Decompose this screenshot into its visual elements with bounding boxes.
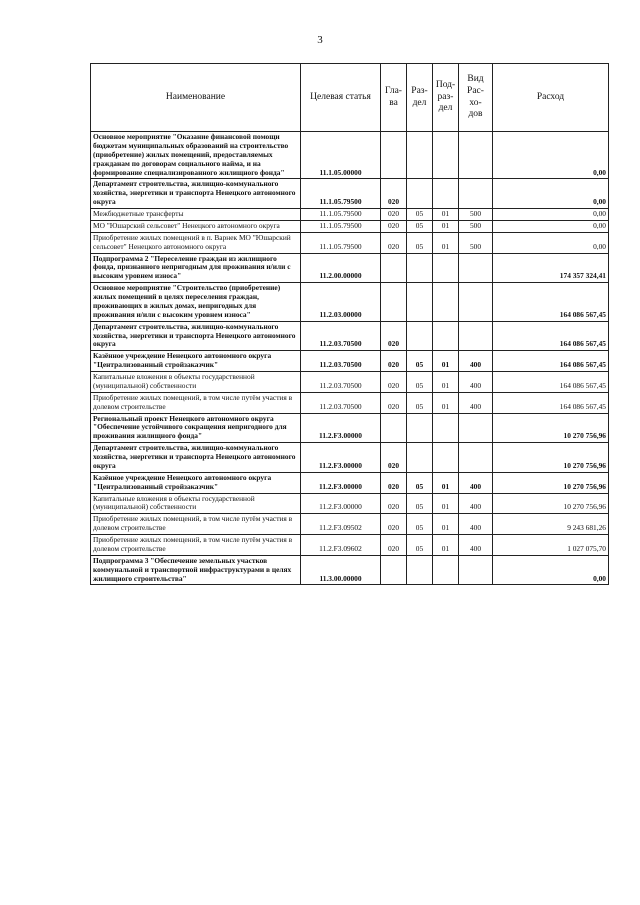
header-section: Раз- дел (407, 64, 433, 132)
table-row (91, 132, 609, 179)
cell-chapter: 020 (381, 321, 407, 351)
table-row (91, 535, 609, 556)
cell-target: 11.2.03.70500 (301, 372, 381, 393)
header-amount: Расход (493, 64, 609, 132)
cell-chapter: 020 (381, 535, 407, 556)
table-row (91, 232, 609, 253)
cell-amount: 1 027 075,70 (493, 535, 609, 556)
table-row (91, 413, 609, 443)
cell-amount: 9 243 681,26 (493, 514, 609, 535)
cell-target: 11.2.F3.00000 (301, 493, 381, 514)
cell-section (407, 253, 433, 283)
table-row (91, 220, 609, 232)
cell-expense-type: 500 (459, 220, 493, 232)
table-row (91, 514, 609, 535)
cell-target: 11.2.F3.00000 (301, 413, 381, 443)
header-target: Целевая статья (301, 64, 381, 132)
cell-name: Приобретение жилых помещений, в том числе путём участия в долевом строительстве (91, 392, 301, 413)
cell-expense-type (459, 443, 493, 473)
cell-name: Приобретение жилых помещений в п. Варнек МО "Юшарский сельсовет" Ненецкого автономного округа (91, 232, 301, 253)
cell-amount: 10 270 756,96 (493, 443, 609, 473)
cell-name: Департамент строительства, жилищно-коммунального хозяйства, энергетики и транспорта Ненецкого автономного округа (91, 443, 301, 473)
cell-target: 11.1.05.79500 (301, 209, 381, 221)
cell-amount: 164 086 567,45 (493, 321, 609, 351)
cell-name: Региональный проект Ненецкого автономного округа "Обеспечение устойчивого сокращения непригодного для проживания жилищного фонда" (91, 413, 301, 443)
cell-expense-type (459, 179, 493, 209)
header-subsection: Под- раз- дел (433, 64, 459, 132)
cell-amount: 10 270 756,96 (493, 472, 609, 493)
cell-expense-type (459, 283, 493, 322)
cell-name: Приобретение жилых помещений, в том числе путём участия в долевом строительстве (91, 535, 301, 556)
cell-subsection (433, 443, 459, 473)
cell-target: 11.2.F3.00000 (301, 443, 381, 473)
cell-expense-type (459, 132, 493, 179)
cell-section: 05 (407, 493, 433, 514)
cell-amount: 0,00 (493, 132, 609, 179)
cell-expense-type (459, 253, 493, 283)
cell-chapter (381, 132, 407, 179)
cell-subsection (433, 132, 459, 179)
cell-expense-type: 400 (459, 514, 493, 535)
cell-name: Капитальные вложения в объекты государственной (муниципальной) собственности (91, 372, 301, 393)
cell-amount: 10 270 756,96 (493, 493, 609, 514)
cell-section: 05 (407, 351, 433, 372)
cell-subsection: 01 (433, 372, 459, 393)
cell-expense-type (459, 321, 493, 351)
budget-table (90, 63, 609, 585)
cell-target: 11.2.F3.09602 (301, 535, 381, 556)
cell-target: 11.2.03.70500 (301, 321, 381, 351)
table-row (91, 392, 609, 413)
cell-target: 11.1.05.79500 (301, 179, 381, 209)
cell-chapter: 020 (381, 179, 407, 209)
table-row (91, 253, 609, 283)
cell-section (407, 555, 433, 585)
table-row (91, 351, 609, 372)
cell-subsection: 01 (433, 535, 459, 556)
header-chapter: Гла- ва (381, 64, 407, 132)
cell-chapter (381, 283, 407, 322)
table-row (91, 372, 609, 393)
cell-section: 05 (407, 392, 433, 413)
page-number: 3 (317, 34, 323, 46)
cell-subsection (433, 555, 459, 585)
cell-subsection: 01 (433, 493, 459, 514)
cell-chapter: 020 (381, 472, 407, 493)
cell-subsection (433, 179, 459, 209)
cell-amount: 164 086 567,45 (493, 392, 609, 413)
cell-section: 05 (407, 535, 433, 556)
cell-expense-type: 400 (459, 535, 493, 556)
cell-expense-type: 400 (459, 472, 493, 493)
cell-section: 05 (407, 220, 433, 232)
cell-expense-type: 400 (459, 493, 493, 514)
cell-subsection: 01 (433, 209, 459, 221)
cell-section: 05 (407, 514, 433, 535)
cell-target: 11.2.F3.00000 (301, 472, 381, 493)
cell-expense-type (459, 555, 493, 585)
cell-chapter (381, 555, 407, 585)
cell-expense-type: 500 (459, 232, 493, 253)
cell-subsection: 01 (433, 232, 459, 253)
cell-subsection: 01 (433, 514, 459, 535)
cell-chapter: 020 (381, 493, 407, 514)
cell-amount: 164 086 567,45 (493, 372, 609, 393)
cell-expense-type: 500 (459, 209, 493, 221)
table-row (91, 179, 609, 209)
cell-target: 11.2.03.70500 (301, 392, 381, 413)
cell-chapter: 020 (381, 351, 407, 372)
table-row (91, 321, 609, 351)
cell-section: 05 (407, 472, 433, 493)
cell-expense-type: 400 (459, 351, 493, 372)
cell-name: Казённое учреждение Ненецкого автономного округа "Централизованный стройзаказчик" (91, 351, 301, 372)
cell-expense-type: 400 (459, 372, 493, 393)
header-name: Наименование (91, 64, 301, 132)
cell-chapter: 020 (381, 220, 407, 232)
cell-name: Подпрограмма 2 "Переселение граждан из жилищного фонда, признанного непригодным для проживания и/или с высоким уровнем износа" (91, 253, 301, 283)
header-expense-type: Вид Рас- хо- дов (459, 64, 493, 132)
cell-target: 11.1.05.79500 (301, 220, 381, 232)
cell-section: 05 (407, 372, 433, 393)
cell-target: 11.2.00.00000 (301, 253, 381, 283)
cell-chapter (381, 413, 407, 443)
cell-name: Основное мероприятие "Строительство (приобретение) жилых помещений в целях переселения граждан, проживающих в жилых домах, непригодных для проживания и/или с высоким уровнем износа" (91, 283, 301, 322)
cell-amount: 0,00 (493, 209, 609, 221)
table-row (91, 555, 609, 585)
cell-target: 11.3.00.00000 (301, 555, 381, 585)
cell-subsection (433, 283, 459, 322)
cell-subsection: 01 (433, 472, 459, 493)
cell-amount: 0,00 (493, 555, 609, 585)
cell-target: 11.2.03.00000 (301, 283, 381, 322)
cell-amount: 0,00 (493, 220, 609, 232)
header-row (91, 64, 609, 132)
table-row (91, 209, 609, 221)
cell-target: 11.2.F3.09502 (301, 514, 381, 535)
cell-name: Департамент строительства, жилищно-коммунального хозяйства, энергетики и транспорта Ненецкого автономного округа (91, 179, 301, 209)
cell-target: 11.1.05.00000 (301, 132, 381, 179)
cell-chapter: 020 (381, 392, 407, 413)
cell-section (407, 283, 433, 322)
cell-section: 05 (407, 232, 433, 253)
cell-section: 05 (407, 209, 433, 221)
cell-name: Межбюджетные трансферты (91, 209, 301, 221)
cell-section (407, 179, 433, 209)
cell-amount: 164 086 567,45 (493, 351, 609, 372)
cell-chapter: 020 (381, 209, 407, 221)
cell-expense-type: 400 (459, 392, 493, 413)
table-row (91, 472, 609, 493)
cell-name: Подпрограмма 3 "Обеспечение земельных участков коммунальной и транспортной инфраструктурами в целях жилищного строительства" (91, 555, 301, 585)
cell-amount: 0,00 (493, 179, 609, 209)
cell-name: Основное мероприятие "Оказание финансовой помощи бюджетам муниципальных образований на строительство (приобретение) жилых помещений, предоставляемых гражданам по договорам социального найма, и на формирование специализированного жилищного фонда" (91, 132, 301, 179)
cell-chapter (381, 253, 407, 283)
table-row (91, 493, 609, 514)
table-row (91, 443, 609, 473)
table-row (91, 283, 609, 322)
cell-section (407, 321, 433, 351)
cell-amount: 174 357 324,41 (493, 253, 609, 283)
cell-amount: 0,00 (493, 232, 609, 253)
cell-subsection: 01 (433, 351, 459, 372)
cell-chapter: 020 (381, 514, 407, 535)
cell-section (407, 443, 433, 473)
cell-section (407, 413, 433, 443)
cell-name: Департамент строительства, жилищно-коммунального хозяйства, энергетики и транспорта Ненецкого автономного округа (91, 321, 301, 351)
cell-subsection (433, 321, 459, 351)
cell-name: Капитальные вложения в объекты государственной (муниципальной) собственности (91, 493, 301, 514)
cell-section (407, 132, 433, 179)
cell-subsection: 01 (433, 220, 459, 232)
cell-amount: 164 086 567,45 (493, 283, 609, 322)
cell-expense-type (459, 413, 493, 443)
cell-subsection: 01 (433, 392, 459, 413)
cell-target: 11.1.05.79500 (301, 232, 381, 253)
cell-chapter: 020 (381, 232, 407, 253)
cell-name: Приобретение жилых помещений, в том числе путём участия в долевом строительстве (91, 514, 301, 535)
cell-chapter: 020 (381, 372, 407, 393)
cell-chapter: 020 (381, 443, 407, 473)
cell-name: МО "Юшарский сельсовет" Ненецкого автономного округа (91, 220, 301, 232)
cell-subsection (433, 413, 459, 443)
cell-name: Казённое учреждение Ненецкого автономного округа "Централизованный стройзаказчик" (91, 472, 301, 493)
cell-amount: 10 270 756,96 (493, 413, 609, 443)
cell-target: 11.2.03.70500 (301, 351, 381, 372)
cell-subsection (433, 253, 459, 283)
